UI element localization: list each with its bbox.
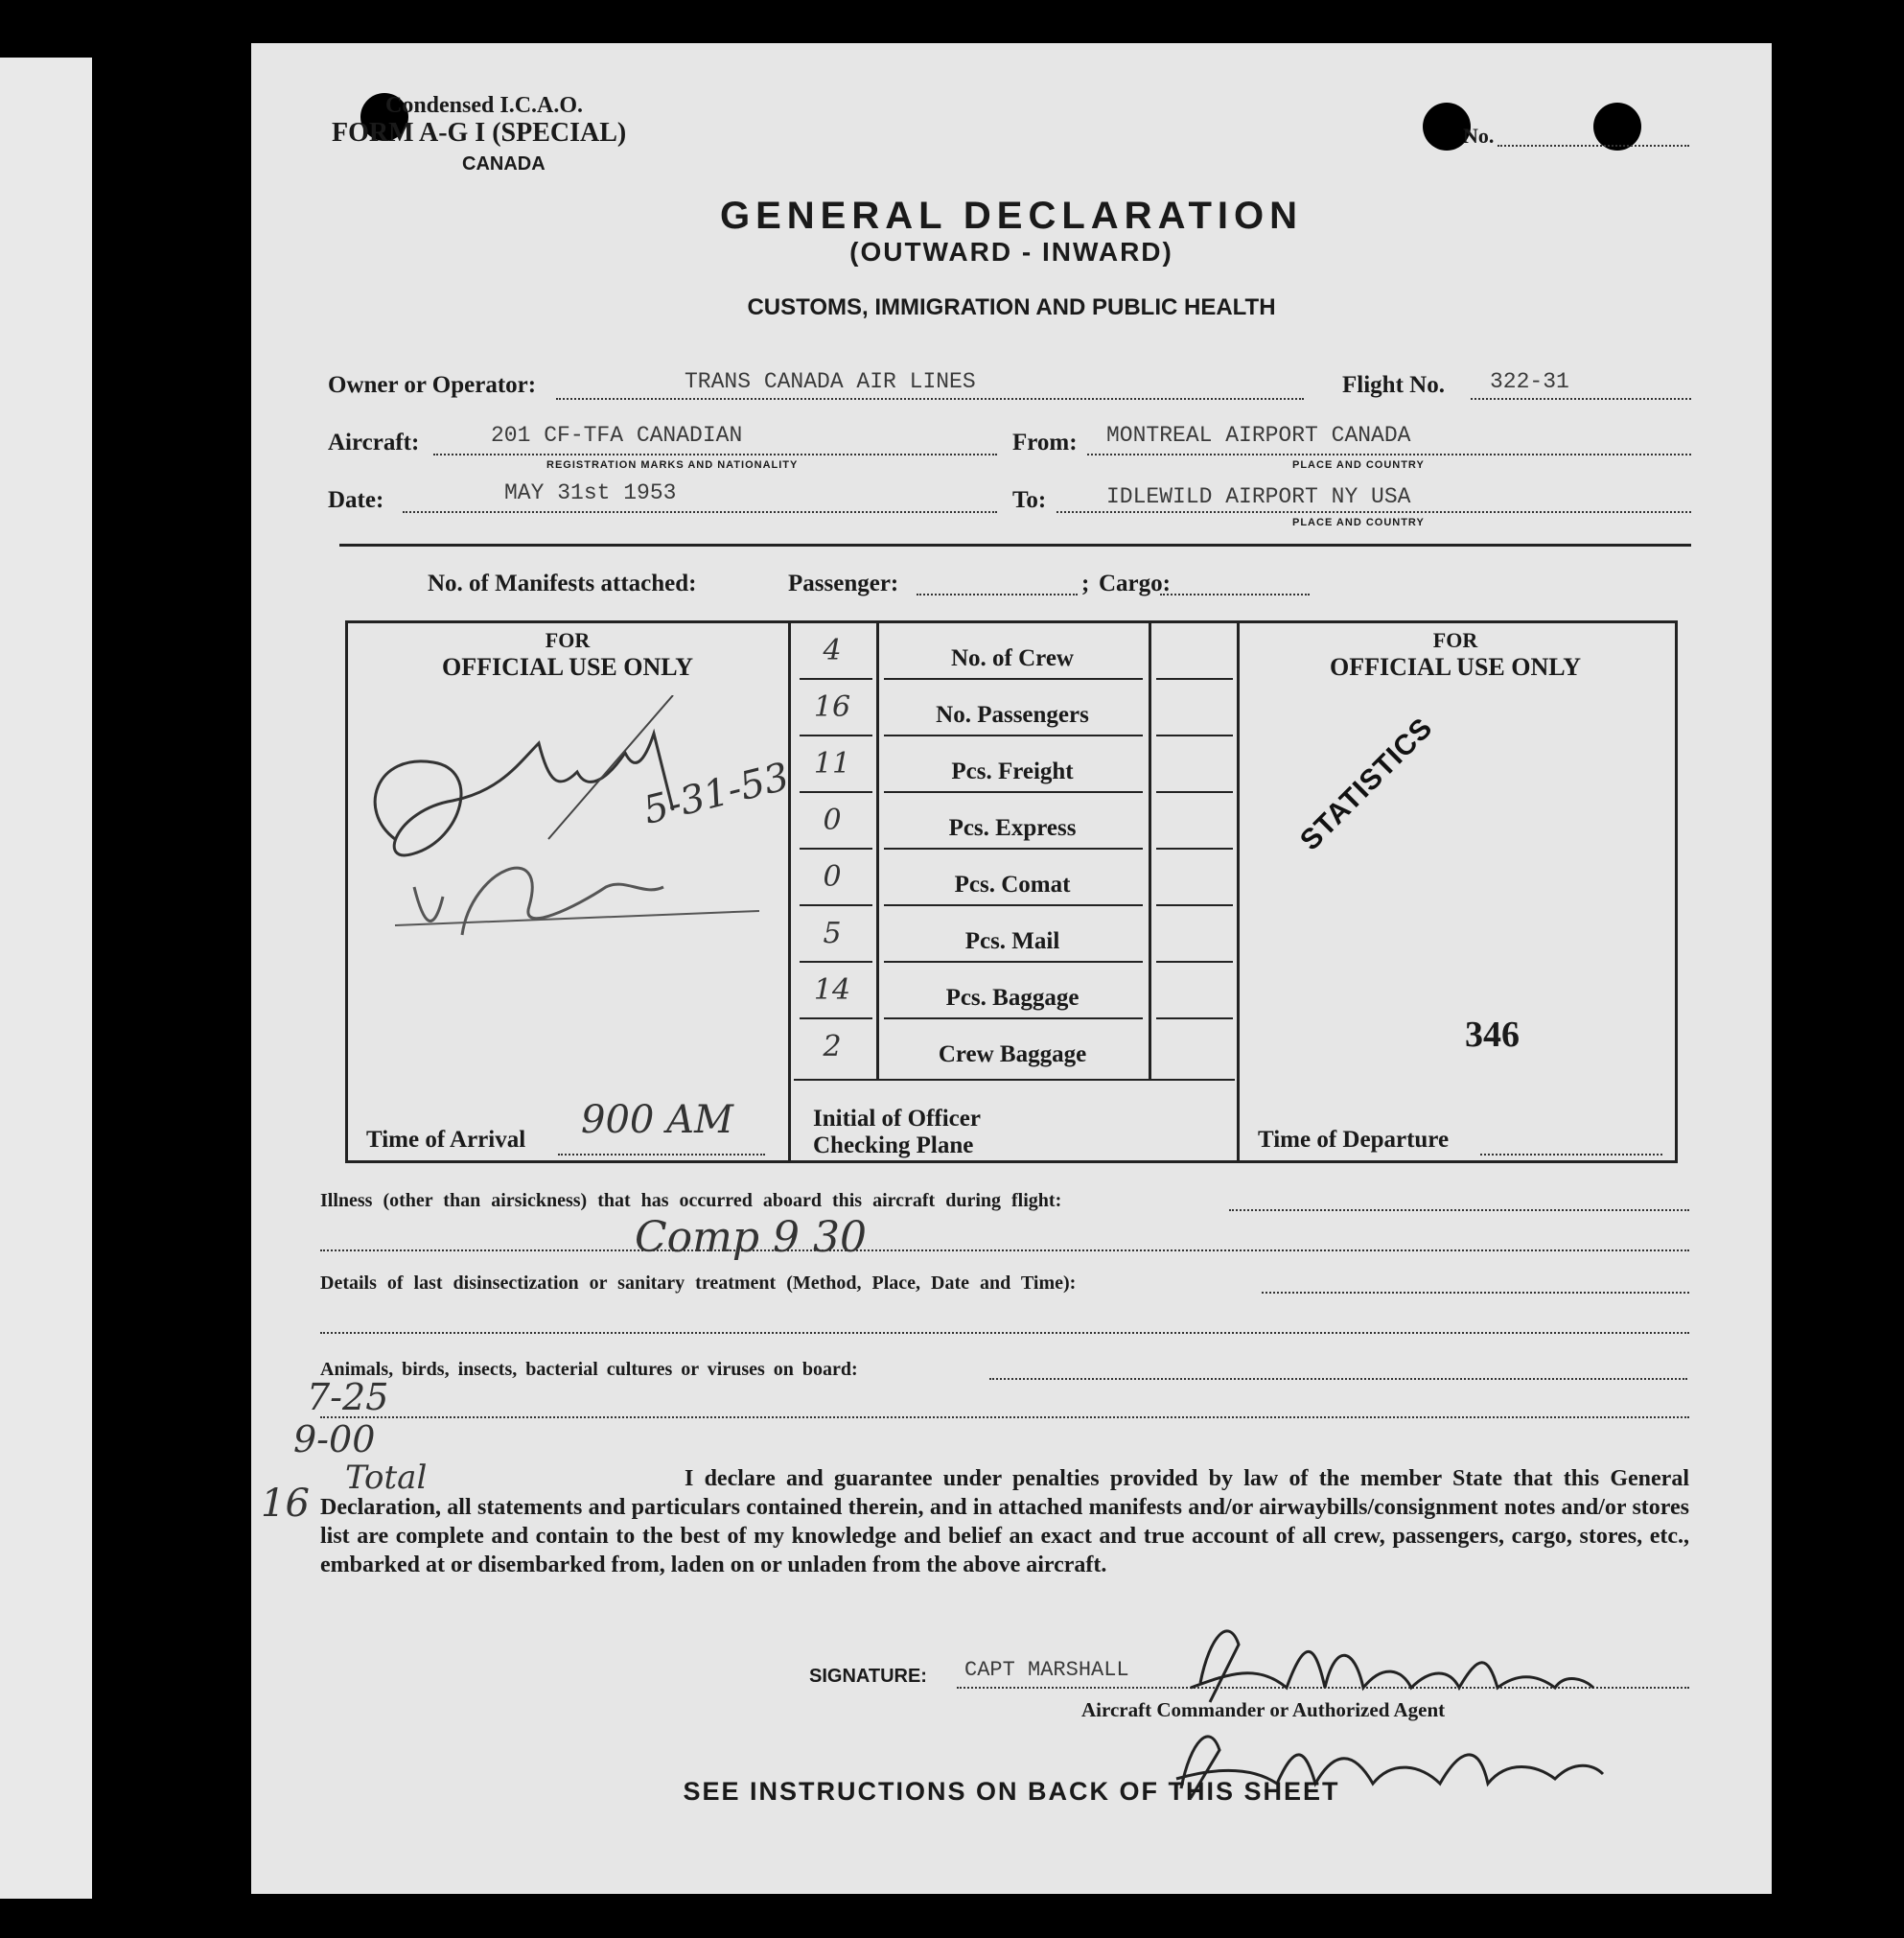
- to-label: To:: [1012, 487, 1047, 513]
- owner-value: TRANS CANADA AIR LINES: [685, 369, 976, 394]
- right-official-title-1: FOR: [1432, 628, 1478, 652]
- row-rule: [884, 848, 1143, 850]
- adjacent-page-strip: [0, 58, 92, 1899]
- table-divider: [1237, 620, 1240, 1160]
- date-value: MAY 31st 1953: [504, 480, 677, 505]
- illness-line-2: [320, 1249, 1689, 1251]
- date-line: [403, 511, 997, 513]
- manifests-label: No. of Manifests attached:: [428, 571, 697, 596]
- illness-label: Illness (other than airsickness) that has occurred aboard this aircraft during flight:: [320, 1190, 1062, 1211]
- row-rule: [884, 1017, 1143, 1019]
- flight-line: [1471, 398, 1691, 400]
- row-rule: [1156, 848, 1233, 850]
- row-rule: [1156, 791, 1233, 793]
- officer-signature-scribble: [357, 695, 778, 983]
- initial-officer-label-2: Checking Plane: [813, 1132, 974, 1158]
- count-label: Crew Baggage: [938, 1041, 1087, 1067]
- row-rule: [800, 678, 872, 680]
- to-line: [1056, 511, 1691, 513]
- to-caption: PLACE AND COUNTRY: [1292, 517, 1425, 528]
- count-label: Pcs. Express: [948, 815, 1077, 841]
- row-rule: [800, 848, 872, 850]
- disinsectization-label: Details of last disinsectization or sanitary treatment (Method, Place, Date and Time):: [320, 1273, 1077, 1294]
- signature-caption: Aircraft Commander or Authorized Agent: [1081, 1698, 1446, 1721]
- signature-label: SIGNATURE:: [809, 1666, 927, 1687]
- count-value: 0: [823, 804, 842, 837]
- count-value: 5: [823, 917, 842, 950]
- row-rule: [800, 1017, 872, 1019]
- manifests-passenger-label: Passenger:: [788, 571, 899, 596]
- manifests-separator: ;: [1081, 571, 1090, 596]
- animals-line-2: [320, 1416, 1689, 1418]
- count-value: 4: [823, 634, 842, 667]
- row-rule: [884, 678, 1143, 680]
- date-label: Date:: [328, 487, 384, 513]
- from-value: MONTREAL AIRPORT CANADA: [1106, 423, 1411, 448]
- from-label: From:: [1012, 430, 1078, 455]
- from-line: [1087, 454, 1691, 455]
- form-number-label: No.: [1463, 124, 1495, 148]
- row-rule: [1156, 678, 1233, 680]
- arrival-label: Time of Arrival: [366, 1127, 526, 1153]
- aircraft-label: Aircraft:: [328, 430, 420, 455]
- table-divider: [876, 620, 879, 1081]
- disinsectization-line: [1262, 1292, 1689, 1294]
- punch-hole: [1593, 103, 1641, 151]
- owner-label: Owner or Operator:: [328, 372, 537, 398]
- count-value: 0: [823, 860, 842, 894]
- page-subtitle: (OUTWARD - INWARD): [849, 237, 1173, 267]
- count-label: Pcs. Freight: [951, 759, 1074, 784]
- initial-officer-label-1: Initial of Officer: [813, 1106, 981, 1132]
- row-rule: [884, 961, 1143, 963]
- manifests-passenger-line: [917, 594, 1078, 595]
- divider: [339, 544, 1691, 547]
- stamped-number: 346: [1465, 1015, 1520, 1055]
- agencies-heading: CUSTOMS, IMMIGRATION AND PUBLIC HEALTH: [747, 294, 1276, 320]
- page-title: GENERAL DECLARATION: [719, 195, 1304, 237]
- arrival-line: [558, 1154, 765, 1156]
- table-divider: [788, 620, 791, 1160]
- count-label: Pcs. Mail: [964, 928, 1060, 954]
- arrival-value: 900 AM: [581, 1098, 733, 1142]
- declaration-text: I declare and guarantee under penalties provided by law of the member State that this General Declaration, all statements and particulars contained therein, and in attached manifests and/or airwaybills/consignment notes and/or stores list are complete and contain to the best of my knowledge and belief an exact and true account of all crew, passengers, cargo, stores, etc., embarked at or disembarked from, laden on or unladen from the above aircraft.: [320, 1466, 1689, 1577]
- count-label: No. of Crew: [951, 645, 1074, 671]
- margin-note: 7-25: [307, 1376, 389, 1418]
- animals-label: Animals, birds, insects, bacterial cultures or viruses on board:: [320, 1359, 858, 1380]
- count-label: No. Passengers: [936, 702, 1089, 728]
- form-code-line1: Condensed I.C.A.O.: [385, 93, 584, 118]
- row-rule: [800, 791, 872, 793]
- manifests-cargo-label: Cargo:: [1099, 571, 1171, 596]
- row-rule: [884, 791, 1143, 793]
- manifests-cargo-line: [1160, 594, 1310, 595]
- signature-typed-name: CAPT MARSHALL: [964, 1658, 1129, 1682]
- margin-note: 9-00: [293, 1418, 376, 1460]
- count-label: Pcs. Comat: [954, 872, 1071, 898]
- row-rule: [800, 735, 872, 736]
- form-country: CANADA: [462, 153, 546, 175]
- illness-handwritten: Comp 9 30: [635, 1213, 867, 1262]
- statistics-stamp: STATISTICS: [1293, 712, 1439, 857]
- flight-label: Flight No.: [1342, 372, 1445, 398]
- declaration-form-page: [251, 43, 1772, 1894]
- instructions-footer: SEE INSTRUCTIONS ON BACK OF THIS SHEET: [683, 1777, 1340, 1806]
- count-value: 16: [813, 690, 851, 724]
- count-label: Pcs. Baggage: [945, 985, 1080, 1011]
- row-rule: [1156, 1017, 1233, 1019]
- to-value: IDLEWILD AIRPORT NY USA: [1106, 484, 1411, 509]
- owner-line: [556, 398, 1304, 400]
- row-rule: [800, 961, 872, 963]
- row-rule: [884, 904, 1143, 906]
- table-divider: [794, 1079, 1235, 1081]
- table-divider: [1149, 620, 1151, 1081]
- disinsectization-line-2: [320, 1332, 1689, 1334]
- from-caption: PLACE AND COUNTRY: [1292, 459, 1425, 471]
- row-rule: [1156, 904, 1233, 906]
- margin-note: 16: [261, 1482, 310, 1526]
- left-official-title-2: OFFICIAL USE ONLY: [442, 653, 693, 681]
- count-value: 14: [813, 973, 851, 1007]
- form-number-line: [1498, 145, 1689, 147]
- row-rule: [1156, 961, 1233, 963]
- aircraft-caption: REGISTRATION MARKS AND NATIONALITY: [546, 459, 799, 471]
- inspection-date-handwritten: 5-31-53: [639, 755, 794, 833]
- count-value: 11: [813, 747, 851, 781]
- departure-label: Time of Departure: [1258, 1127, 1450, 1153]
- form-code-line2: FORM A-G I (SPECIAL): [332, 118, 627, 148]
- right-official-title-2: OFFICIAL USE ONLY: [1330, 653, 1581, 681]
- animals-line: [989, 1378, 1687, 1380]
- aircraft-value: 201 CF-TFA CANADIAN: [491, 423, 743, 448]
- margin-note: Total: [345, 1459, 428, 1497]
- row-rule: [800, 904, 872, 906]
- illness-line: [1229, 1209, 1689, 1211]
- departure-line: [1480, 1154, 1662, 1156]
- row-rule: [884, 735, 1143, 736]
- flight-value: 322-31: [1490, 369, 1569, 394]
- aircraft-line: [433, 454, 997, 455]
- left-official-title-1: FOR: [545, 628, 591, 652]
- count-value: 2: [823, 1030, 842, 1063]
- row-rule: [1156, 735, 1233, 736]
